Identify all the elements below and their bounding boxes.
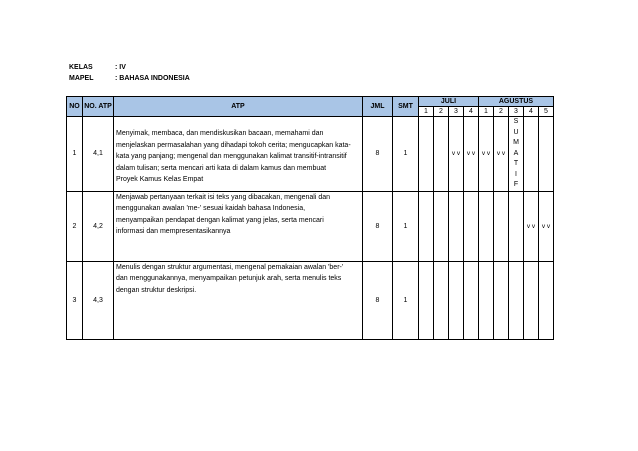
atp-line: Menjawab pertanyaan terkait isi teks yang dibacakan, mengenali dan [116,193,331,201]
week-cell [449,191,464,261]
week-cell [464,261,479,339]
week-cell [539,261,554,339]
week-cell [479,191,494,261]
atp-line: informasi dan mempresentasikannya [116,228,231,235]
atp-line: Proyek Kamus Kelas Empat [116,176,204,183]
week-cell [524,117,539,192]
week-cell [539,117,554,192]
row-no-atp: 4,1 [83,117,114,192]
row-no-atp: 4,2 [83,191,114,261]
check-mark: v v [539,191,554,261]
header-jml: JML [363,97,393,117]
check-mark: v v [449,117,464,192]
atp-line: menyampaikan pendapat dengan kalimat yang jelas, serta mencari [116,216,324,224]
week-header-juli: 2 [434,107,449,117]
header-smt: SMT [393,97,419,117]
kelas-line [69,64,126,71]
atp-line: menggunakan awalan 'me-' sesuai kaidah bahasa Indonesia, [116,205,306,212]
atp-table-body [67,117,554,340]
week-cell [434,191,449,261]
row-jml: 8 [363,191,393,261]
table-row [67,117,554,192]
atp-table [66,96,554,340]
row-atp [114,261,363,339]
row-no-atp: 4,3 [83,261,114,339]
kelas-value: : IV [115,64,126,71]
header-no-atp: NO. ATP [83,97,114,117]
row-smt: 1 [393,117,419,192]
check-mark: v v [479,117,494,192]
week-cell [479,261,494,339]
atp-line: Menyimak, membaca, dan mendiskusikan bacaan, memahami dan [116,130,324,137]
row-no: 3 [67,261,83,339]
mapel-value: : BAHASA INDONESIA [115,75,190,82]
week-header-agustus: 1 [479,107,494,117]
week-cell [419,191,434,261]
week-header-agustus: 2 [494,107,509,117]
atp-line: dan menggunakannya, menyampaikan petunjuk arah, serta menulis teks [116,275,342,282]
check-mark: v v [524,191,539,261]
week-cell [449,261,464,339]
week-cell [464,191,479,261]
row-jml: 8 [363,261,393,339]
row-atp [114,191,363,261]
row-no: 2 [67,191,83,261]
week-cell [509,191,524,261]
week-header-agustus: 3 [509,107,524,117]
header-agustus: AGUSTUS [479,97,554,107]
week-cell [494,261,509,339]
kelas-label: KELAS [69,64,93,71]
mapel-line [69,75,190,82]
week-cell [494,191,509,261]
header-atp: ATP [114,97,363,117]
week-cell [434,261,449,339]
atp-line: menjelaskan permasalahan yang dihadapi tokoh cerita; mengucapkan kata- [116,141,351,149]
header-juli: JULI [419,97,479,107]
week-cell [419,117,434,192]
week-cell [509,117,524,192]
row-no: 1 [67,117,83,192]
row-smt: 1 [393,261,419,339]
check-mark: v v [464,117,479,192]
week-header-juli: 1 [419,107,434,117]
week-header-agustus: 4 [524,107,539,117]
week-header-juli: 4 [464,107,479,117]
atp-line: dengan struktur deskripsi. [116,286,197,294]
week-header-juli: 3 [449,107,464,117]
table-row [67,261,554,339]
week-cell [509,261,524,339]
sumatif-label: SUMATIF [513,118,519,188]
row-atp [114,117,363,192]
week-header-agustus: 5 [539,107,554,117]
week-cell [419,261,434,339]
atp-line: kata yang panjang; mengenal dan menggunakan kalimat transitif-intransitif [116,153,347,160]
week-cell [434,117,449,192]
check-mark: v v [494,117,509,192]
row-smt: 1 [393,191,419,261]
header-no: NO [67,97,83,117]
atp-line: Menulis dengan struktur argumentasi, mengenal pemakaian awalan 'ber-' [116,263,344,271]
week-cell [524,261,539,339]
atp-line: dalam tulisan; serta mencari arti kata di dalam kamus dan membuat [116,164,327,172]
table-row [67,191,554,261]
mapel-label: MAPEL [69,75,94,82]
row-jml: 8 [363,117,393,192]
